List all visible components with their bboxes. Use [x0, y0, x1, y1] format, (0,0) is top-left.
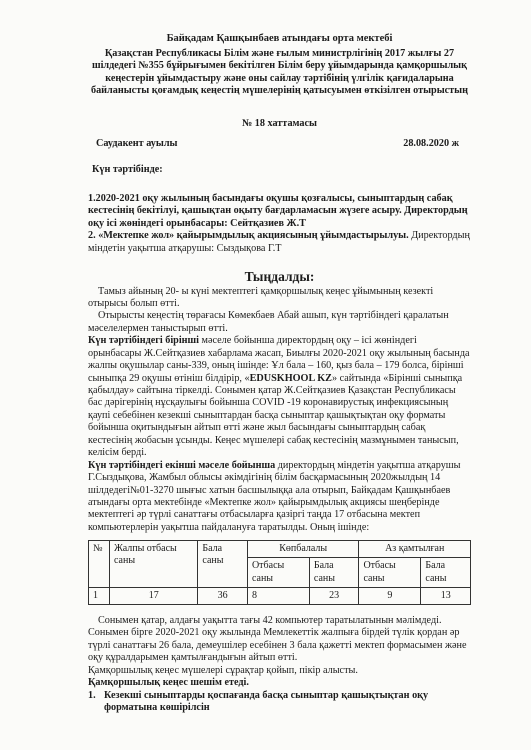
cell-low-children: 13 — [421, 587, 471, 604]
decision-item-1 — [88, 690, 471, 715]
table-row — [89, 587, 471, 604]
paragraph-6: Қамқоршылық кеңес мүшелері сұрақтар қойып, пікір алысты. — [88, 664, 358, 676]
protocol-number: № 18 хаттамасы — [242, 117, 317, 129]
header-large-families: Көпбалалы — [247, 541, 359, 558]
paragraph-4-text: директордың міндетін уақытша атқарушы Г.Сыздықова, Жамбыл облысы әкімдігінің білім басқармасының 2020жылдың 14 шілдедегі№01-3270 шығыс хатын басшылыққа ала отырып, Байқадам Қашқынбаев атындағы орта мектебінде «Мектепке жол» қайырымдылық акциясы шеңберінде мектептегі әр түрлі санаттағы отбасыларға қазіргі таңда 17 отбасына мектеп компьютерлерін уақытша пайдалануға таратылды. Оның ішінде: — [88, 459, 461, 533]
cell-low-families: 9 — [359, 587, 421, 604]
subheader-large-children: Бала саны — [309, 558, 359, 587]
agenda-list — [88, 193, 471, 255]
place-name: Саудакент ауылы — [96, 137, 178, 149]
section-title: Тыңдалды: — [244, 269, 315, 285]
paragraph-2: Отырысты кеңестің төрағасы Көмекбаев Абай ашып, күн тәртібіндегі қаралатын мәселелермен таныстырып өтті. — [88, 310, 449, 334]
table-header-row — [89, 541, 471, 558]
subheader-low-families: Отбасы саны — [359, 558, 421, 587]
header-total-families: Жалпы отбасы саны — [110, 541, 198, 588]
cell-large-children: 23 — [309, 587, 359, 604]
agenda-item-2-responsible: Директордың міндетін уақытша атқарушы: Сыздықова Г.Т — [88, 230, 470, 254]
families-table — [88, 540, 471, 605]
paragraph-4 — [88, 460, 471, 535]
paragraph-3-lead: Күн тәртібіндегі бірінші — [88, 335, 199, 347]
document-subtitle: Қазақстан Республикасы Білім және ғылым министрлігінің 2017 жылғы 27 шілдедегі №355 бұйрығымен бекітілген Білім беру ұйымдарында қамқоршылық кеңестерін ұйымдастыру және оны сайлау тәртібінің үлгілік қағидаларына байланысты қоғамдық кеңестің мүшелерінің қатысуымен өткізілген отырыстың — [90, 47, 469, 97]
place-date-row — [88, 138, 471, 150]
cell-large-families: 8 — [247, 587, 309, 604]
agenda-item-1: 1.2020-2021 оқу жылының басындағы оқушы қозғалысы, сыныптардың сабақ кестесінің бекітілуі, қашықтан оқыту бағдарламасын жүзеге асыру. Директордың оқу ісі жөніндегі орынбасары: Сейтқазиев Ж.Т — [88, 192, 468, 229]
protocol-date: 28.08.2020 ж — [403, 137, 459, 149]
paragraph-1: Тамыз айының 20- ы күні мектептегі қамқоршылық кеңес ұйымының кезекті отырысы болып өтті. — [88, 285, 434, 309]
paragraph-3-text: мәселе бойынша директордың оқу – ісі жөніндегі орынбасары Ж.Сейтқазиев хабарлама жасап, Биылғы 2020-2021 оқу жылының басында жалпы оқушылар саны-339, оның ішінде: Ұл бала – 160, қыз бала – 179 болса, бірінші сыныпқа 29 оқушы өтініш білдірip, « — [88, 335, 470, 384]
body-text — [88, 286, 471, 535]
cell-children: 36 — [198, 587, 248, 604]
paragraph-4-lead: Күн тәртібіндегі екінші мәселе бойынша — [88, 459, 276, 471]
school-name: Байқадам Қашқынбаев атындағы орта мектебі — [166, 33, 393, 44]
decision-item-number: 1. — [88, 689, 96, 701]
agenda-heading: Күн тәртібінде: — [92, 164, 163, 176]
after-table-text — [88, 615, 471, 715]
agenda-item-2-title: 2. «Мектепке жол» қайырымдылық акциясының ұйымдастырылуы. — [88, 230, 409, 242]
decision-heading: Қамқоршылық кеңес шешім етеді. — [88, 677, 249, 689]
subheader-low-children: Бала саны — [421, 558, 471, 587]
row-number: 1 — [89, 587, 110, 604]
header-children: Бала саны — [198, 541, 248, 588]
paragraph-3-site: EDUSKHOOL KZ — [249, 372, 332, 384]
header-low-income: Аз қамтылған — [359, 541, 471, 558]
paragraph-3-tail: » сайтында «Бірінші сыныпқа қабылдау» сайтына тіркелді. Сонымен қатар Ж.Сейтқазиев Қазақстан Республикасы бас дәрігерінің нұсқаулығы бойынша COVID -19 коронавирустық инфекциясының қаупі себебінен кезекші сыныптардан басқа сыныптар қашықтықтан оқу форматы бойынша оқитындығын айтып өтті және жыл басындағы сыныптардың сабақ кестесінің жобасын ұсынды. Кеңес мүшелері сабақ кестесінің мазмұнымен танысып, келісім берді. — [88, 372, 463, 459]
decision-item-text: Кезекші сыныптарды қоспағанда басқа сыныптар қашықтықтан оқу форматына көшірілсін — [104, 689, 429, 714]
subheader-large-families: Отбасы саны — [247, 558, 309, 587]
header-number: № — [89, 541, 110, 588]
agenda-item-2 — [88, 230, 471, 255]
paragraph-5: Сонымен қатар, алдағы уақытта тағы 42 компьютер таратылатынын мәлімдеді. Сонымен бірге 2020-2021 оқу жылында Мемлекеттік жалпыға бірдей түлік қордан әр түрлі санаттағы 26 бала, демеушілер есебінен 3 бала қажетті мектеп формасымен және оқу құралдарымен қамтылғандығын айтып өтті. — [88, 615, 467, 664]
cell-total-families: 17 — [110, 587, 198, 604]
paragraph-3 — [88, 335, 471, 459]
